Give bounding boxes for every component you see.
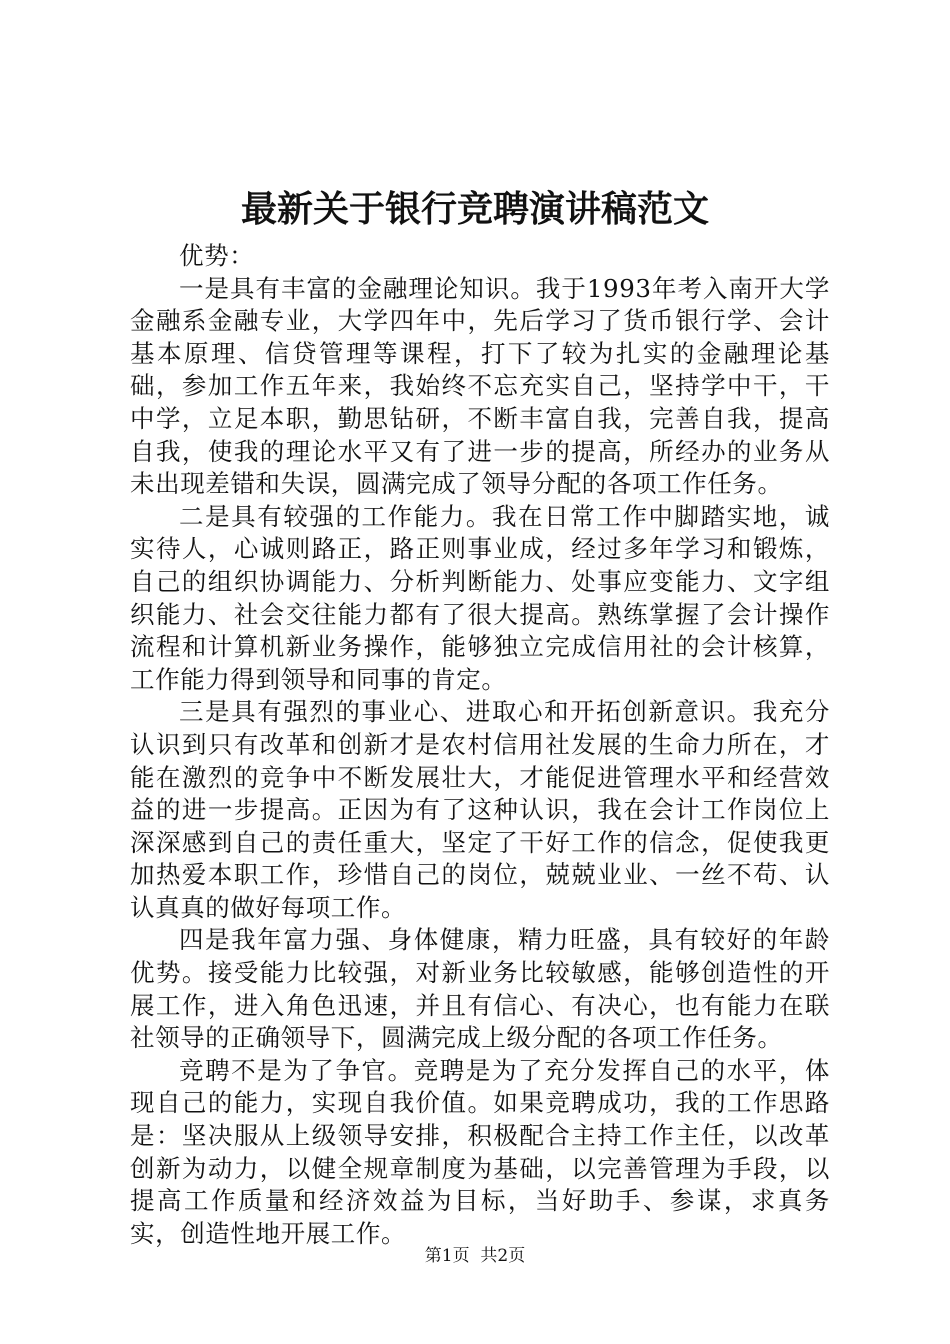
paragraph-advantages-heading: 优势： [179, 241, 255, 270]
paragraph-point-one: 一是具有丰富的金融理论知识。我于1993年考入南开大学金融系金融专业，大学四年中，先后学习了货币银行学、会计基本原理、信贷管理等课程，打下了较为扎实的金融理论基础，参加工作五年来，我始终不忘充实自己，坚持学中干，干中学，立足本职，勤思钻研，不断丰富自我，完善自我，提高自我，使我的理论水平又有了进一步的提高，所经办的业务从未出现差错和失误，圆满完成了领导分配的各项工作任务。 [130, 273, 830, 499]
paragraph-work-plan: 竞聘不是为了争官。竞聘是为了充分发挥自己的水平，体现自己的能力，实现自我价值。如果竞聘成功，我的工作思路是：坚决服从上级领导安排，积极配合主持工作主任，以改革创新为动力，以健全规章制度为基础，以完善管理为手段，以提高工作质量和经济效益为目标，当好助手、参谋，求真务实，创造性地开展工作。 [130, 1055, 830, 1248]
page-number: 第1页 [424, 1246, 470, 1266]
paragraph-point-two: 二是具有较强的工作能力。我在日常工作中脚踏实地，诚实待人，心诚则路正，路正则事业成，经过多年学习和锻炼，自己的组织协调能力、分析判断能力、处事应变能力、文字组织能力、社会交往能力都有了很大提高。熟练掌握了会计操作流程和计算机新业务操作，能够独立完成信用社的会计核算，工作能力得到领导和同事的肯定。 [130, 501, 830, 694]
page-footer [0, 1245, 950, 1267]
page-total: 共2页 [480, 1246, 526, 1266]
footer-separator [470, 1246, 481, 1266]
paragraph-point-three: 三是具有强烈的事业心、进取心和开拓创新意识。我充分认识到只有改革和创新才是农村信用社发展的生命力所在，才能在激烈的竞争中不断发展壮大，才能促进管理水平和经营效益的进一步提高。正因为有了这种认识，我在会计工作岗位上深深感到自己的责任重大，坚定了干好工作的信念，促使我更加热爱本职工作，珍惜自己的岗位，兢兢业业、一丝不苟、认认真真的做好每项工作。 [130, 697, 830, 922]
paragraph-point-four: 四是我年富力强、身体健康，精力旺盛，具有较好的年龄优势。接受能力比较强，对新业务比较敏感，能够创造性的开展工作，进入角色迅速，并且有信心、有决心，也有能力在联社领导的正确领导下，圆满完成上级分配的各项工作任务。 [130, 925, 830, 1053]
document-body [130, 240, 830, 1250]
document-title: 最新关于银行竞聘演讲稿范文 [240, 188, 709, 230]
